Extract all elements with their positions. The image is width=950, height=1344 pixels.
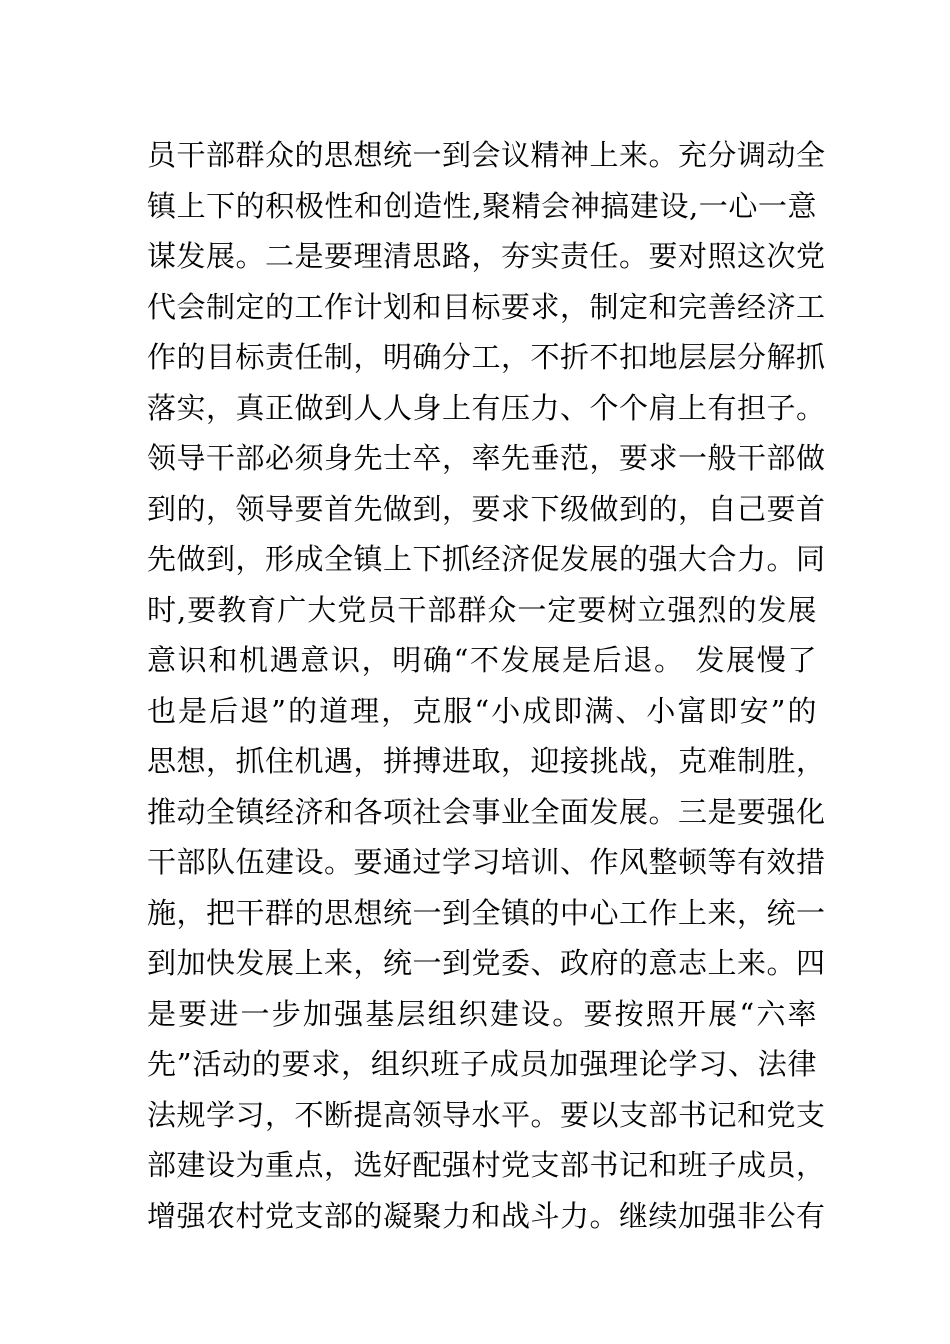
- text-line: 法规学习，不断提高领导水平。要以支部书记和党支: [147, 1097, 826, 1132]
- text-line: 干部队伍建设。要通过学习培训、作风整顿等有效措: [147, 845, 826, 879]
- text-line: 落实，真正做到人人身上有压力、个个肩上有担子。: [147, 390, 826, 425]
- text-line: 增强农村党支部的凝聚力和战斗力。继续加强非公有: [147, 1198, 826, 1233]
- text-line: 意识和机遇意识，明确“不发展是后退。 发展慢了: [147, 643, 817, 677]
- text-line: 到的，领导要首先做到，要求下级做到的，自己要首: [147, 491, 826, 526]
- text-line: 先做到，形成全镇上下抓经济促发展的强大合力。同: [147, 542, 826, 576]
- text-line: 谋发展。二是要理清思路，夯实责任。要对照这次党: [147, 239, 826, 273]
- text-line: 思想，抓住机遇，拼搏进取，迎接挑战，克难制胜，: [147, 744, 826, 778]
- text-line: 领导干部必须身先士卒，率先垂范，要求一般干部做: [147, 441, 826, 475]
- text-line: 也是后退”的道理，克服“小成即满、小富即安”的: [147, 693, 817, 728]
- text-line: 镇上下的积极性和创造性,聚精会神搞建设,一心一意: [147, 188, 817, 223]
- text-line: 部建设为重点，选好配强村党支部书记和班子成员，: [147, 1148, 826, 1182]
- text-line: 施，把干群的思想统一到全镇的中心工作上来，统一: [147, 895, 826, 930]
- text-line: 员干部群众的思想统一到会议精神上来。充分调动全: [147, 138, 826, 172]
- text-line: 先”活动的要求，组织班子成员加强理论学习、法律: [147, 1047, 817, 1081]
- text-line: 到加快发展上来，统一到党委、政府的意志上来。四: [147, 946, 826, 980]
- text-line: 是要进一步加强基层组织建设。要按照开展“六率: [147, 996, 817, 1031]
- text-line: 代会制定的工作计划和目标要求，制定和完善经济工: [147, 289, 826, 324]
- body-text: [147, 130, 826, 1241]
- text-line: 作的目标责任制，明确分工，不折不扣地层层分解抓: [147, 340, 826, 374]
- text-line: 时,要教育广大党员干部群众一定要树立强烈的发展: [147, 592, 817, 627]
- text-line: 推动全镇经济和各项社会事业全面发展。三是要强化: [147, 794, 826, 829]
